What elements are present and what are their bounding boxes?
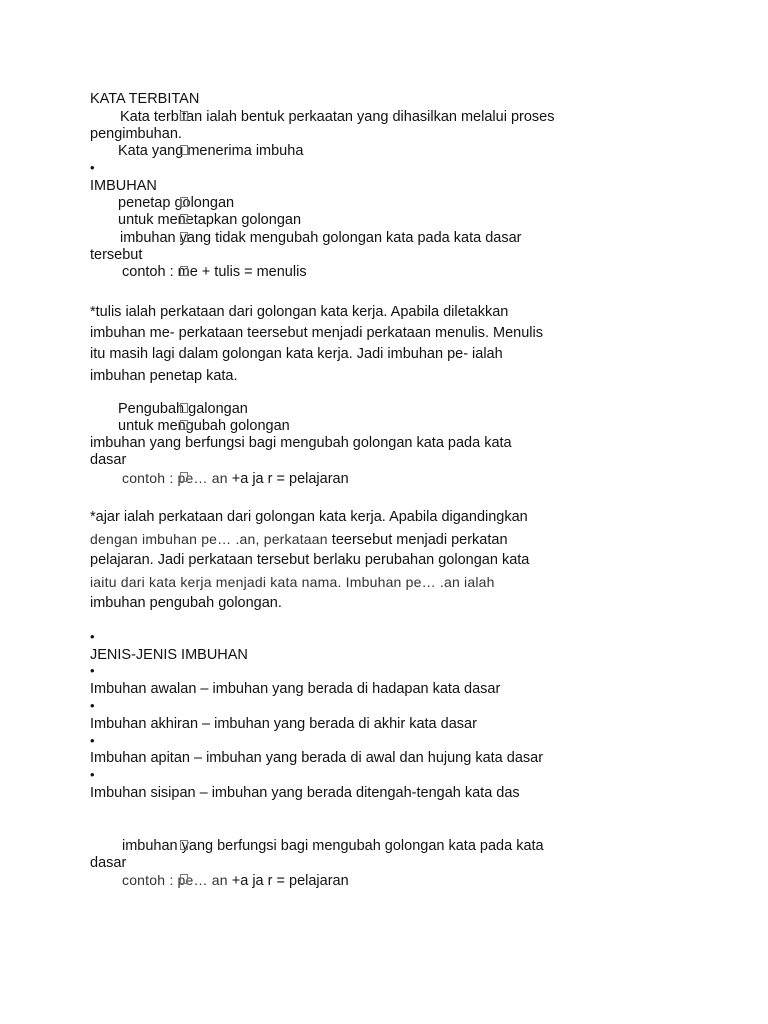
bullet-dot: •	[90, 663, 95, 678]
bullet-dot: •	[90, 698, 95, 713]
paragraph-line: itu masih lagi dalam golongan kata kerja. Jadi imbuhan pe- ialah	[90, 346, 503, 362]
list-item: imbuhan yang tidak mengubah golongan kata pada kata dasar	[120, 230, 522, 246]
text-line: imbuhan yang berfungsi bagi mengubah golongan kata pada kata	[90, 435, 512, 451]
paragraph-line: *ajar ialah perkataan dari golongan kata kerja. Apabila digandingkan	[90, 509, 528, 525]
paragraph-line: *tulis ialah perkataan dari golongan kata kerja. Apabila diletakkan	[90, 304, 509, 320]
list-item: untuk mengubah golongan	[118, 418, 290, 434]
list-item: contoh : pe… an +a ja r = pelajaran	[122, 872, 349, 889]
list-item: penetap golongan	[118, 195, 235, 211]
list-item: contoh : me + tulis = menulis	[122, 264, 307, 280]
square-bullet-icon	[180, 214, 188, 224]
heading-kata-terbitan: KATA TERBITAN	[90, 91, 200, 107]
list-item: untuk menetapkan golongan	[118, 212, 302, 228]
bullet-dot: •	[90, 733, 95, 748]
list-item: Kata terbitan ialah bentuk perkaatan yang dihasilkan melalui proses	[120, 109, 555, 125]
text-line: pengimbuhan.	[90, 126, 182, 142]
list-item: Imbuhan awalan – imbuhan yang berada di hadapan kata dasar	[90, 681, 501, 697]
bullet-dot: •	[90, 160, 95, 175]
square-bullet-icon	[180, 472, 188, 482]
heading-jenis-imbuhan: JENIS-JENIS IMBUHAN	[90, 647, 248, 663]
paragraph-line: imbuhan pengubah golongan.	[90, 595, 282, 611]
text-line: dasar	[90, 855, 127, 871]
square-bullet-icon	[180, 145, 188, 155]
paragraph-line: pelajaran. Jadi perkataan tersebut berlaku perubahan golongan kata	[90, 552, 530, 568]
square-bullet-icon	[180, 111, 188, 121]
square-bullet-icon	[180, 840, 188, 850]
list-item: Imbuhan sisipan – imbuhan yang berada ditengah-tengah kata das	[90, 785, 520, 801]
paragraph-line: imbuhan penetap kata.	[90, 368, 238, 384]
square-bullet-icon	[180, 266, 188, 276]
bullet-dot: •	[90, 629, 95, 644]
list-item: imbuhan yang berfungsi bagi mengubah golongan kata pada kata	[122, 838, 544, 854]
square-bullet-icon	[180, 403, 188, 413]
square-bullet-icon	[180, 874, 188, 884]
bullet-dot: •	[90, 767, 95, 782]
square-bullet-icon	[180, 197, 188, 207]
square-bullet-icon	[180, 420, 188, 430]
square-bullet-icon	[180, 232, 188, 242]
list-item: Kata yang menerima imbuha	[118, 143, 304, 159]
paragraph-line: dengan imbuhan pe… .an, perkataan teersebut menjadi perkatan	[90, 531, 508, 548]
text-line: dasar	[90, 452, 127, 468]
heading-imbuhan: IMBUHAN	[90, 178, 157, 194]
list-item: contoh : pe… an +a ja r = pelajaran	[122, 470, 349, 487]
list-item: Imbuhan akhiran – imbuhan yang berada di akhir kata dasar	[90, 716, 477, 732]
paragraph-line: imbuhan me- perkataan teersebut menjadi perkataan menulis. Menulis	[90, 325, 543, 341]
list-item: Imbuhan apitan – imbuhan yang berada di awal dan hujung kata dasar	[90, 750, 544, 766]
paragraph-line: iaitu dari kata kerja menjadi kata nama. Imbuhan pe… .an ialah	[90, 574, 495, 590]
text-line: tersebut	[90, 247, 143, 263]
list-item: Pengubah galongan	[118, 401, 248, 417]
